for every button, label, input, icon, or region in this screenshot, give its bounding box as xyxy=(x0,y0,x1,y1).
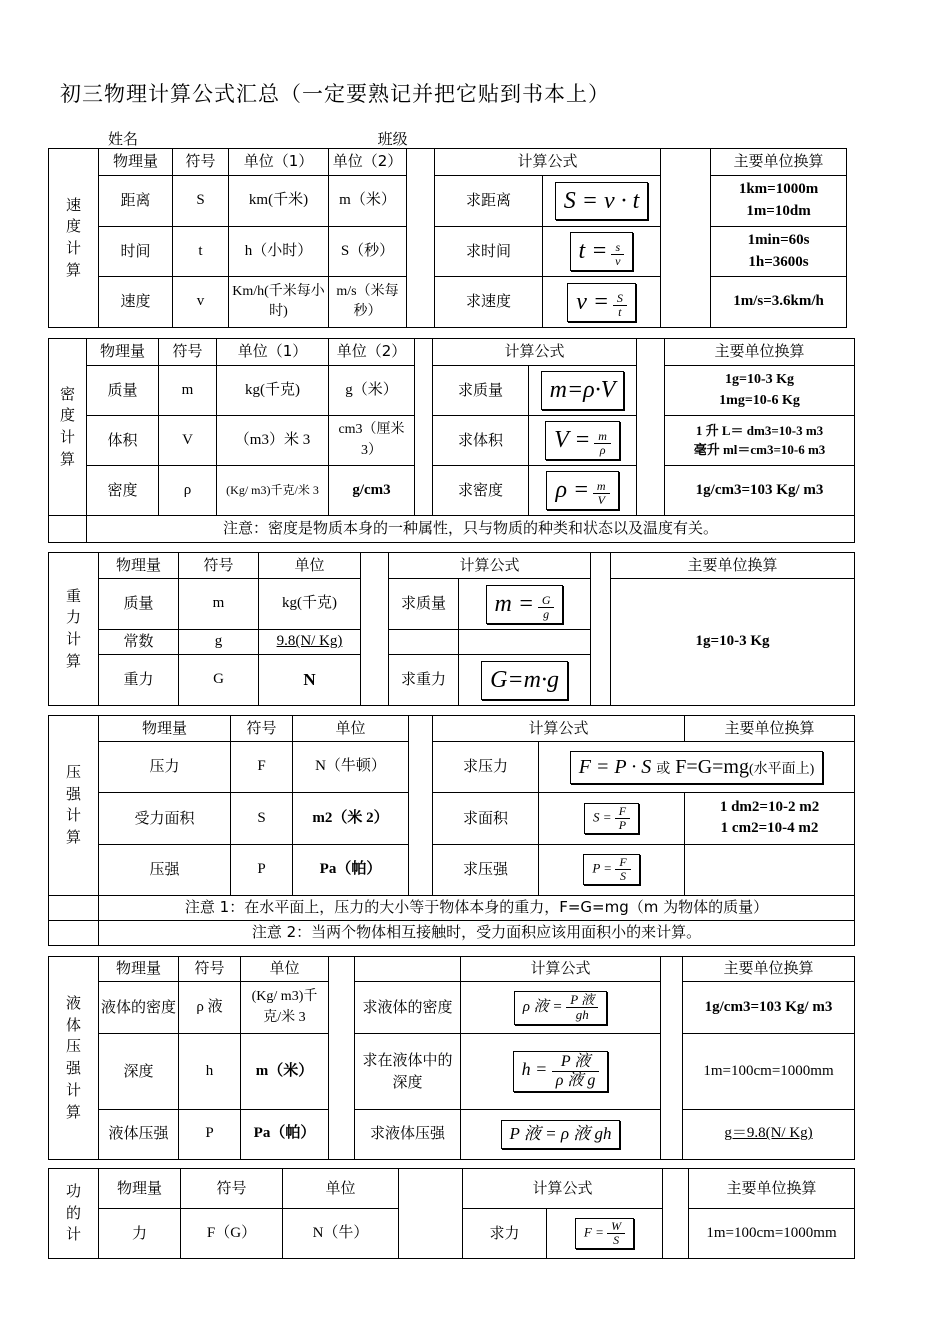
conv-cell: 1min=60s 1h=3600s xyxy=(711,226,847,277)
liquid-section-label: 液 体 压 强 计 算 xyxy=(49,957,99,1160)
name-class-line xyxy=(108,128,608,149)
density-note: 注意：密度是物质本身的一种属性，只与物质的种类和状态以及温度有关。 xyxy=(87,516,855,543)
gravity-table: 重 力 计 算 物理量 符号 单位 计算公式 主要单位换算 质量 m kg(千克) 求质量 m = $\frac{G}{g}$ 1g=10-3 Kg 常数 g 9.8(N/ Kg) 重力 G N 求重力 G=m·g xyxy=(48,552,855,706)
conv-cell: 1g=10-3 Kg xyxy=(611,579,855,706)
sym-cell: t xyxy=(173,226,229,277)
header-qty: 物理量 xyxy=(99,149,173,176)
speed-table xyxy=(48,148,847,328)
conv-cell: 1m=100cm=1000mm xyxy=(689,1209,855,1259)
sym-cell: S xyxy=(231,793,293,844)
formula-distance: S = v · t xyxy=(555,182,649,221)
unit-cell: 9.8(N/ Kg) xyxy=(259,630,361,655)
unit-cell: (Kg/ m3)千克/米 3 xyxy=(241,982,329,1034)
qty-cell: 深度 xyxy=(99,1034,179,1109)
ask-cell: 求面积 xyxy=(433,793,539,844)
qty-cell: 时间 xyxy=(99,226,173,277)
sym-cell: S xyxy=(173,176,229,227)
sym-cell: v xyxy=(173,277,229,328)
sym-cell: P xyxy=(179,1109,241,1159)
conv-cell: 1g/cm3=103 Kg/ m3 xyxy=(683,982,855,1034)
gravity-section-label: 重 力 计 算 xyxy=(49,553,99,706)
density-table: 密 度 计 算 物理量 符号 单位（1） 单位（2） 计算公式 主要单位换算 质量 m kg(千克) g（米） 求质量 m=ρ·V 1g=10-3 Kg 1mg=10-6 Kg 体积 V （m3）米 3 cm3（厘米 3） 求体积 V = $\frac{m}{\rho}$ 1 升 L＝ dm3=10-3 m3 毫升 ml＝cm3=10-6 m3 密度 ρ (Kg/ m3)千克/米 3 g/cm3 求密度 ρ = $\frac{m}{V}$ 1g/cm3=103 Kg/ m3 注意：密度是物质本身的一种属性，只与物质的种类和状态以及温度有关。 xyxy=(48,338,855,543)
unit2-cell: m（米） xyxy=(329,176,407,227)
ask-cell: 求体积 xyxy=(433,416,529,466)
conv-cell: g＝9.8(N/ Kg) xyxy=(683,1109,855,1159)
ask-cell: 求速度 xyxy=(435,277,543,328)
header-unit1: 单位（1） xyxy=(229,149,329,176)
unit-cell: Pa（帕） xyxy=(293,844,409,895)
qty-cell: 压力 xyxy=(99,742,231,793)
formula-force: F = P · S 或 F=G=mg(水平面上) xyxy=(570,751,824,784)
unit2-cell: S（秒） xyxy=(329,226,407,277)
sym-cell: g xyxy=(179,630,259,655)
sym-cell: m xyxy=(159,366,217,416)
ask-cell: 求压强 xyxy=(433,844,539,895)
qty-cell: 受力面积 xyxy=(99,793,231,844)
conv-cell: 1m/s=3.6km/h xyxy=(711,277,847,328)
class-blank[interactable] xyxy=(408,132,608,149)
ask-cell: 求密度 xyxy=(433,466,529,516)
sym-cell: V xyxy=(159,416,217,466)
ask-cell: 求质量 xyxy=(389,579,459,630)
pressure-note2: 注意 2：当两个物体相互接触时，受力面积应该用面积小的来计算。 xyxy=(99,920,855,945)
qty-cell: 压强 xyxy=(99,844,231,895)
density-section-label: 密 度 计 算 xyxy=(49,339,87,516)
unit1-cell: km(千米) xyxy=(229,176,329,227)
qty-cell: 体积 xyxy=(87,416,159,466)
ask-cell: 求质量 xyxy=(433,366,529,416)
formula-liquid-density: ρ 液 = $\frac{\text{P 液}}{gh}$ xyxy=(514,991,608,1025)
unit2-cell: cm3（厘米 3） xyxy=(329,416,415,466)
formula-speed: v = $\frac{S}{t}$ xyxy=(567,283,636,322)
unit2-cell: g（米） xyxy=(329,366,415,416)
unit-cell: Pa（帕） xyxy=(241,1109,329,1159)
qty-cell: 速度 xyxy=(99,277,173,328)
formula-gravity: G=m·g xyxy=(481,661,568,700)
formula-density: ρ = $\frac{m}{V}$ xyxy=(546,471,618,510)
ask-cell: 求重力 xyxy=(389,655,459,706)
sym-cell: h xyxy=(179,1034,241,1109)
ask-cell: 求液体压强 xyxy=(355,1109,461,1159)
unit2-cell: g/cm3 xyxy=(329,466,415,516)
liquid-pressure-table: 液 体 压 强 计 算 物理量 符号 单位 计算公式 主要单位换算 液体的密度 ρ 液 (Kg/ m3)千克/米 3 求液体的密度 ρ 液 = $\frac{\text{P 液}}{gh}$ 1g/cm3=103 Kg/ m3 深度 h m（米） 求在液体中的深度 h = $\frac{\text{P 液}}{\text{ρ 液 g}}$ 1m=100cm=1000mm 液体压强 P Pa（帕） 求液体压强 P 液 = ρ 液 gh g＝9.8(N/ Kg) xyxy=(48,956,855,1160)
formula-liquid-pressure: P 液 = ρ 液 gh xyxy=(501,1120,621,1149)
ask-cell: 求在液体中的深度 xyxy=(355,1034,461,1109)
qty-cell: 重力 xyxy=(99,655,179,706)
sym-cell: P xyxy=(231,844,293,895)
unit1-cell: h（小时） xyxy=(229,226,329,277)
sym-cell: m xyxy=(179,579,259,630)
qty-cell: 液体的密度 xyxy=(99,982,179,1034)
sym-cell: ρ 液 xyxy=(179,982,241,1034)
conv-cell: 1km=1000m 1m=10dm xyxy=(711,176,847,227)
work-section-label: 功 的 计 xyxy=(49,1169,99,1259)
header-unit2: 单位（2） xyxy=(329,149,407,176)
unit-cell: N xyxy=(259,655,361,706)
sym-cell: F（G） xyxy=(181,1209,283,1259)
formula-mass: m=ρ·V xyxy=(541,371,625,410)
unit-cell: N（牛） xyxy=(283,1209,399,1259)
unit1-cell: (Kg/ m3)千克/米 3 xyxy=(217,466,329,516)
unit1-cell: kg(千克) xyxy=(217,366,329,416)
unit-cell: N（牛顿） xyxy=(293,742,409,793)
name-label: 姓名 xyxy=(108,130,139,148)
formula-time: t = $\frac{s}{v}$ xyxy=(570,232,634,271)
formula-cell xyxy=(543,176,661,227)
formula-pressure: P = $\frac{F}{S}$ xyxy=(583,854,639,885)
qty-cell: 距离 xyxy=(99,176,173,227)
sym-cell: G xyxy=(179,655,259,706)
header-formula: 计算公式 xyxy=(435,149,661,176)
formula-gravity-mass: m = $\frac{G}{g}$ xyxy=(486,585,564,624)
formula-cell xyxy=(543,226,661,277)
conv-cell: 1 升 L＝ dm3=10-3 m3 毫升 ml＝cm3=10-6 m3 xyxy=(665,416,855,466)
formula-cell xyxy=(543,277,661,328)
unit-cell: kg(千克) xyxy=(259,579,361,630)
formula-area: S = $\frac{F}{P}$ xyxy=(584,803,639,834)
sym-cell: ρ xyxy=(159,466,217,516)
qty-cell: 液体压强 xyxy=(99,1109,179,1159)
qty-cell: 常数 xyxy=(99,630,179,655)
page-title: 初三物理计算公式汇总（一定要熟记并把它贴到书本上） xyxy=(60,82,610,106)
class-label: 班级 xyxy=(377,130,408,148)
name-blank[interactable] xyxy=(138,132,288,149)
ask-cell: 求时间 xyxy=(435,226,543,277)
pressure-section-label: 压 强 计 算 xyxy=(49,716,99,896)
qty-cell: 质量 xyxy=(87,366,159,416)
unit2-cell: m/s（米每秒） xyxy=(329,277,407,328)
formula-volume: V = $\frac{m}{\rho}$ xyxy=(545,421,620,460)
qty-cell: 质量 xyxy=(99,579,179,630)
ask-cell: 求力 xyxy=(463,1209,547,1259)
conv-cell: 1g=10-3 Kg 1mg=10-6 Kg xyxy=(665,366,855,416)
unit-cell: m2（米 2） xyxy=(293,793,409,844)
conv-cell: 1m=100cm=1000mm xyxy=(683,1034,855,1109)
work-table: 功 的 计 物理量 符号 单位 计算公式 主要单位换算 力 F（G） N（牛） 求力 F = $\frac{W}{S}$ 1m=100cm=1000mm xyxy=(48,1168,855,1259)
unit-cell: m（米） xyxy=(241,1034,329,1109)
sym-cell: F xyxy=(231,742,293,793)
conv-cell: 1g/cm3=103 Kg/ m3 xyxy=(665,466,855,516)
speed-section-label: 速 度 计 算 xyxy=(49,149,99,328)
pressure-note1: 注意 1：在水平面上，压力的大小等于物体本身的重力，F=G=mg（m 为物体的质量） xyxy=(99,895,855,920)
formula-force-work: F = $\frac{W}{S}$ xyxy=(575,1218,634,1249)
unit1-cell: Km/h(千米每小时) xyxy=(229,277,329,328)
header-sym: 符号 xyxy=(173,149,229,176)
formula-liquid-depth: h = $\frac{\text{P 液}}{\text{ρ 液 g}}$ xyxy=(513,1051,609,1091)
ask-cell: 求压力 xyxy=(433,742,539,793)
qty-cell: 力 xyxy=(99,1209,181,1259)
unit1-cell: （m3）米 3 xyxy=(217,416,329,466)
pressure-table: 压 强 计 算 物理量 符号 单位 计算公式 主要单位换算 压力 F N（牛顿） 求压力 F = P · S 或 F=G=mg(水平面上) 受力面积 S m2（米 2） 求面积 S = $\frac{F}{P}$ 1 dm2=10-2 m2 1 cm2=10-4 m2 压强 P Pa（帕） 求压强 P = $\frac{F}{S}$ 注意 1：在水平面上，压力的大小等于物体本身的重力，F=G=mg（m 为物体的质量） 注意 2：当两个物体相互接触时，受力面积应该用面积小的来计算。 xyxy=(48,715,855,946)
header-conv: 主要单位换算 xyxy=(711,149,847,176)
conv-cell: 1 dm2=10-2 m2 1 cm2=10-4 m2 xyxy=(685,793,855,844)
qty-cell: 密度 xyxy=(87,466,159,516)
ask-cell: 求液体的密度 xyxy=(355,982,461,1034)
ask-cell: 求距离 xyxy=(435,176,543,227)
